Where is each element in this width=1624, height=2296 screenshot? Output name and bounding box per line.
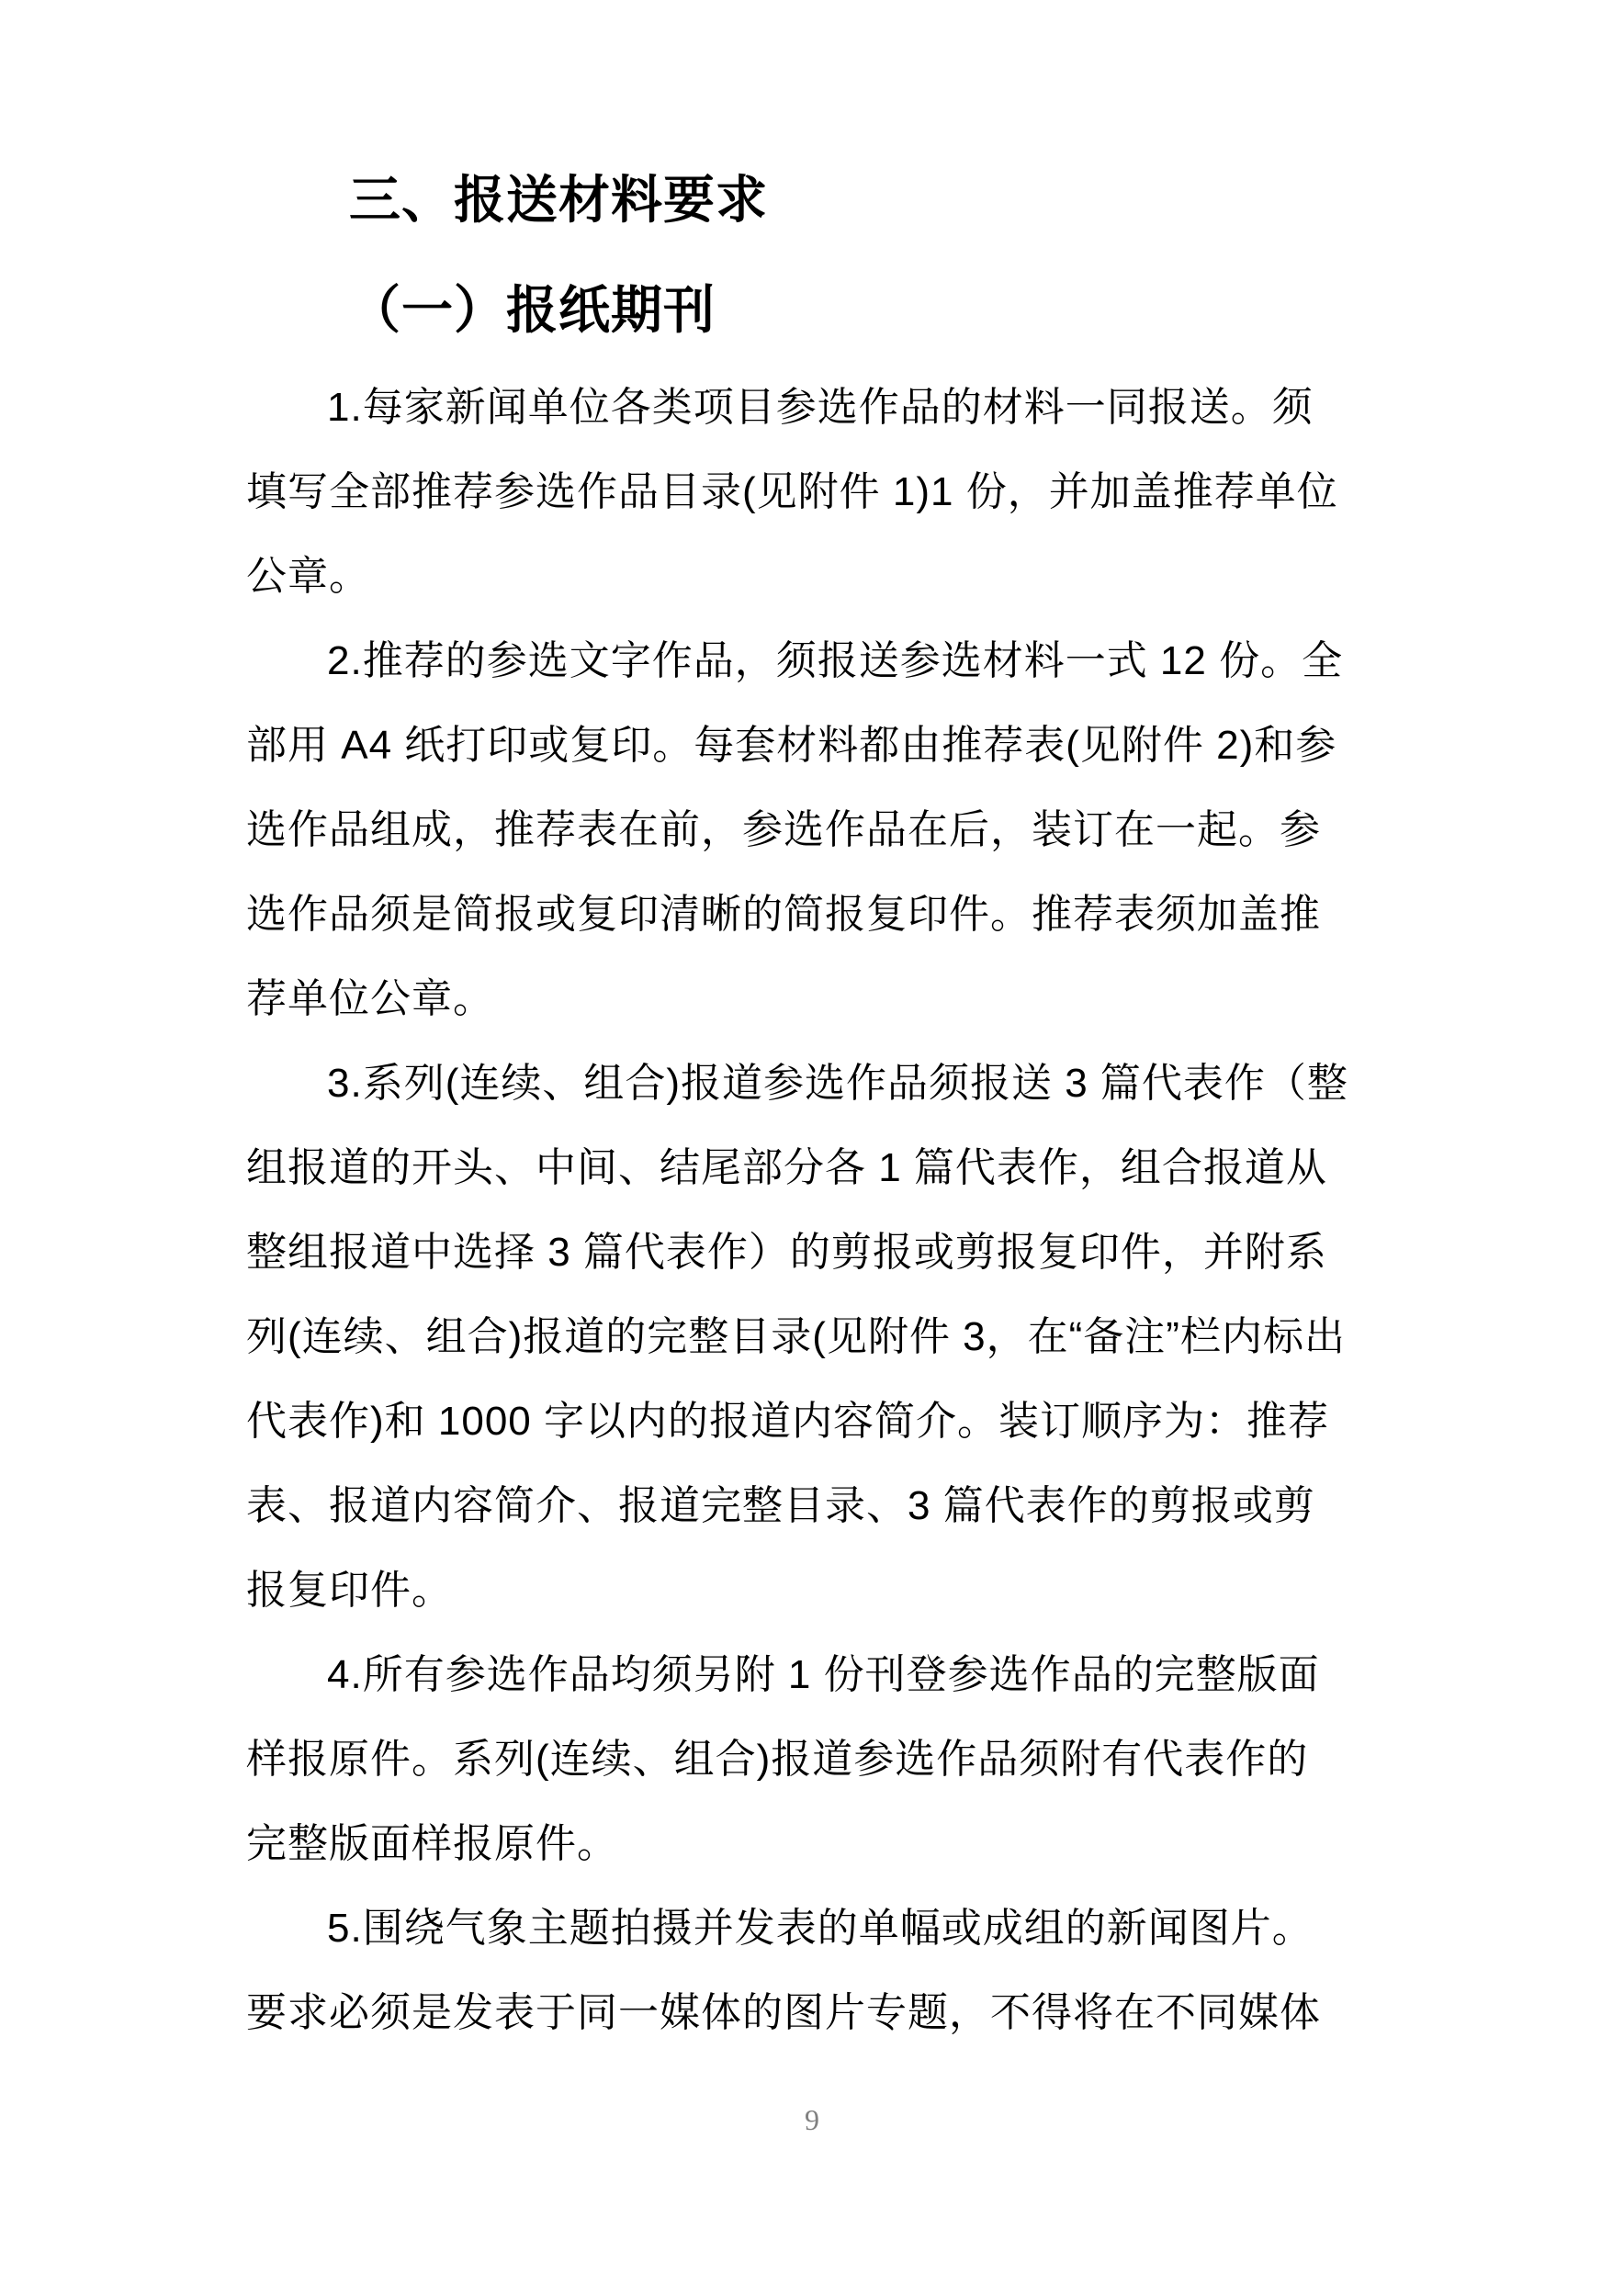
- page-number: 9: [805, 2103, 819, 2136]
- text-line: 4.所有参选作品均须另附 1 份刊登参选作品的完整版面: [327, 1652, 1320, 1697]
- text-line: 表、报道内容简介、报道完整目录、3 篇代表作的剪报或剪: [246, 1483, 1315, 1528]
- text-line: 3.系列(连续、组合)报道参选作品须报送 3 篇代表作（整: [327, 1061, 1348, 1106]
- text-line: 列(连续、组合)报道的完整目录(见附件 3，在“备注”栏内标出: [246, 1314, 1346, 1359]
- paragraph: [246, 1886, 1378, 2055]
- document-content: [246, 145, 1378, 2055]
- text-line: 组报道的开头、中间、结尾部分各 1 篇代表作，组合报道从: [246, 1145, 1327, 1190]
- paragraph: [246, 619, 1378, 1041]
- text-line: 5.围绕气象主题拍摄并发表的单幅或成组的新闻图片。: [327, 1906, 1314, 1951]
- text-line: 荐单位公章。: [246, 976, 494, 1021]
- text-line: 2.推荐的参选文字作品，须报送参选材料一式 12 份。全: [327, 638, 1344, 683]
- text-line: 样报原件。系列(连续、组合)报道参选作品须附有代表作的: [246, 1737, 1309, 1782]
- paragraph: [246, 1633, 1378, 1886]
- paragraph: [246, 366, 1378, 619]
- text-line: 要求必须是发表于同一媒体的图片专题，不得将在不同媒体: [246, 1990, 1321, 2035]
- text-line: 填写全部推荐参选作品目录(见附件 1)1 份，并加盖推荐单位: [246, 469, 1338, 514]
- text-line: 完整版面样报原件。: [246, 1821, 618, 1866]
- text-line: 公章。: [246, 554, 370, 599]
- subsection-heading: （一）报纸期刊: [349, 281, 716, 339]
- paragraph: [246, 1041, 1378, 1633]
- text-line: 部用 A4 纸打印或复印。每套材料都由推荐表(见附件 2)和参: [246, 723, 1337, 768]
- section-heading: 三、报送材料要求: [349, 171, 768, 229]
- text-line: 整组报道中选择 3 篇代表作）的剪报或剪报复印件，并附系: [246, 1230, 1327, 1275]
- text-line: 选作品须是简报或复印清晰的简报复印件。推荐表须加盖推: [246, 892, 1321, 937]
- text-line: 代表作)和 1000 字以内的报道内容简介。装订顺序为：推荐: [246, 1399, 1329, 1444]
- paragraph-list: [246, 366, 1378, 2055]
- text-line: 1.每家新闻单位各类项目参选作品的材料一同报送。须: [327, 385, 1314, 430]
- text-line: 报复印件。: [246, 1568, 453, 1613]
- text-line: 选作品组成，推荐表在前，参选作品在后，装订在一起。参: [246, 807, 1321, 852]
